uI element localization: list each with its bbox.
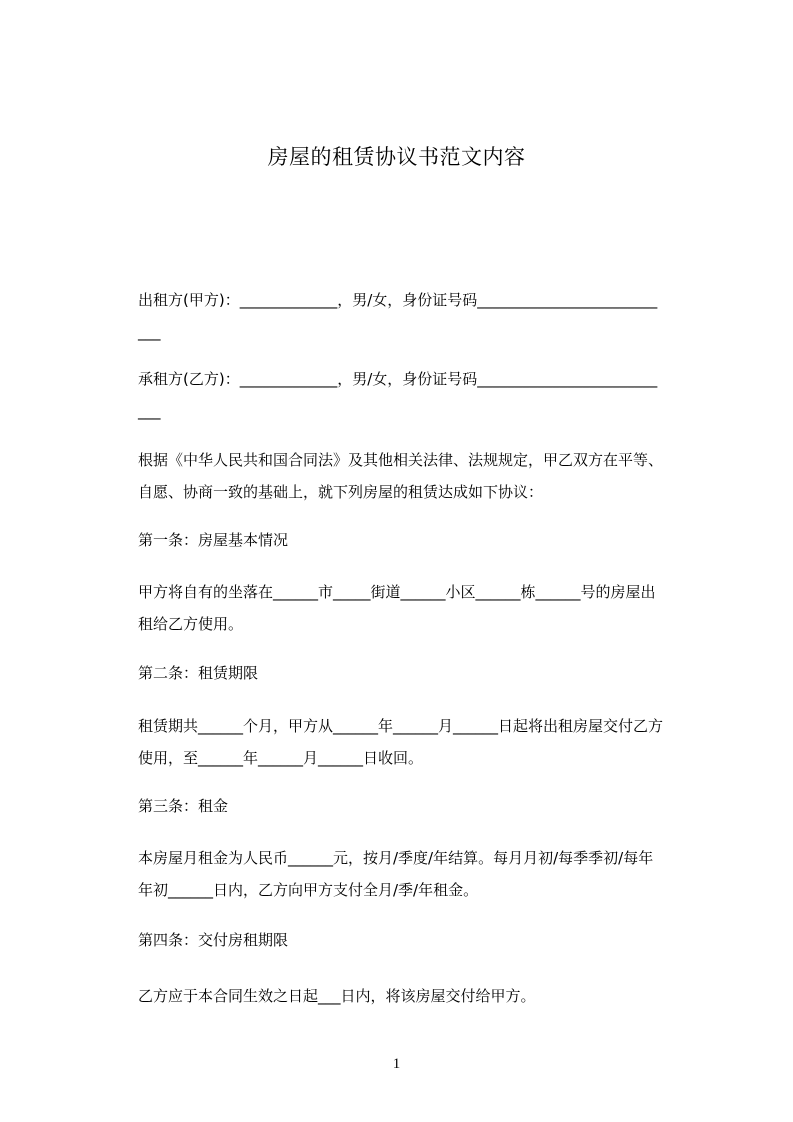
article-3-paragraph <box>104 842 700 906</box>
preamble-paragraph <box>104 444 700 508</box>
lessor-line-1: 出租方(甲方)：_____________，男/女，身份证号码________________________ <box>138 291 658 309</box>
article-2-paragraph <box>104 710 700 774</box>
lessor-line-2: ___ <box>138 323 161 341</box>
article-1-line-1: 甲方将自有的坐落在______市_____街道______小区______栋______号的房屋出 <box>138 583 656 601</box>
article-3-line-1: 本房屋月租金为人民币______元，按月/季度/年结算。每月月初/每季季初/每年 <box>138 849 654 867</box>
article-4-paragraph <box>104 980 700 1012</box>
lessee-paragraph <box>104 363 700 427</box>
preamble-line-1: 根据《中华人民共和国合同法》及其他相关法律、法规规定，甲乙双方在平等、 <box>138 451 664 469</box>
preamble-line-2: 自愿、协商一致的基础上，就下列房屋的租赁达成如下协议： <box>138 483 544 501</box>
lessee-line-1: 承租方(乙方)：_____________，男/女，身份证号码________________________ <box>138 370 658 388</box>
article-1-paragraph <box>104 576 700 640</box>
article-4-line-1: 乙方应于本合同生效之日起___日内，将该房屋交付给甲方。 <box>138 987 536 1005</box>
article-3-heading: 第三条：租金 <box>138 797 229 815</box>
document-title: 房屋的租赁协议书范文内容 <box>267 145 526 169</box>
article-1-heading: 第一条：房屋基本情况 <box>138 531 289 549</box>
article-1-line-2: 租给乙方使用。 <box>138 615 244 633</box>
article-2-line-2: 使用，至______年______月______日收回。 <box>138 749 424 767</box>
article-2-line-1: 租赁期共______个月，甲方从______年______月______日起将出租房屋交付乙方 <box>138 717 664 735</box>
article-2-heading: 第二条：租赁期限 <box>138 664 259 682</box>
article-4-heading: 第四条：交付房租期限 <box>138 931 289 949</box>
lessor-paragraph <box>104 284 700 348</box>
article-3-line-2: 年初______日内，乙方向甲方支付全月/季/年租金。 <box>138 881 479 899</box>
page-number: 1 <box>392 1056 401 1072</box>
lessee-line-2: ___ <box>138 402 161 420</box>
